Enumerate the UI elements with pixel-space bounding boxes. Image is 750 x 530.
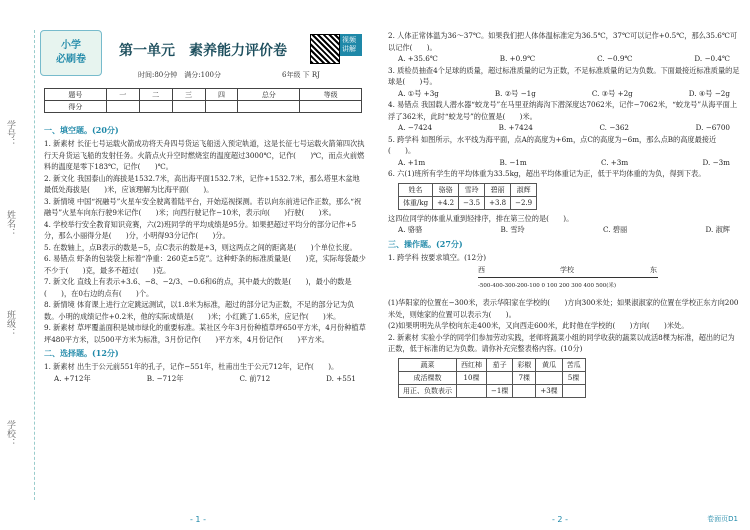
option[interactable]: D. +551 xyxy=(326,373,356,383)
left-questions xyxy=(44,122,366,384)
question: 2. 人体正常体温为36～37℃。如果我们把人体体温标准定为36.5℃，37℃可以记作+0.5℃，那么35.6℃可以记作( )。 xyxy=(388,31,738,52)
question: (2)如果明明先从学校向东走400米，又向西走600米，此时他在学校的( )方向( )米处。 xyxy=(388,321,689,330)
option[interactable]: C. −0.9℃ xyxy=(597,54,633,63)
table-cell: 淑辉 xyxy=(511,183,537,196)
question: 1. 跨学科 按要求填空。(12分) xyxy=(388,252,487,262)
student-id-label: 学号： xyxy=(5,120,15,147)
table-cell: 西红柿 xyxy=(457,358,487,371)
options xyxy=(388,122,740,134)
question: 6. 六(1)班所有学生的平均体重为33.5kg，超出平均体重记为正，低于平均体重的为负，得到下表。 xyxy=(388,169,706,178)
table-cell: +3棵 xyxy=(536,384,562,397)
score-cell: 一 xyxy=(106,89,139,101)
table-cell: 7棵 xyxy=(513,371,536,384)
table-cell: +3.8 xyxy=(485,196,511,209)
score-cell: 三 xyxy=(172,89,205,101)
score-cell: 等级 xyxy=(300,89,362,101)
question: 这四位同学的体重从重到轻排序，排在第三位的是( )。 xyxy=(388,213,574,223)
qr-code-icon[interactable] xyxy=(310,34,340,64)
logo-line1: 小学 xyxy=(61,40,81,51)
option[interactable]: D. −0.4℃ xyxy=(694,54,730,63)
table-cell: 用正、负数表示 xyxy=(399,384,457,397)
option[interactable]: A. ①号 +3g xyxy=(398,88,439,98)
weight-table xyxy=(398,183,537,210)
score-input[interactable] xyxy=(172,101,205,113)
score-input[interactable] xyxy=(238,101,300,113)
option[interactable]: B. −712年 xyxy=(146,373,184,383)
question: 8. 新情境 体育课上进行立定跳远测试，以1.8米为标准，超过的部分记为正数，不足的部分记为负数。小明的成绩记作+0.2米，他的实际成绩是( )米；小红跳了1.65米，应记作( )米。 xyxy=(44,300,355,321)
school-label: 学校： xyxy=(5,420,15,447)
table-cell: +4.2 xyxy=(433,196,459,209)
class-label: 班级： xyxy=(5,310,15,337)
table-cell: 蔬菜 xyxy=(399,358,457,371)
option[interactable]: C. 前712 xyxy=(239,373,271,383)
option[interactable]: C. +3m xyxy=(600,157,629,167)
option[interactable]: A. +1m xyxy=(398,157,426,167)
option[interactable]: D. −6700 xyxy=(695,123,730,132)
score-table xyxy=(44,88,362,113)
score-input[interactable] xyxy=(205,101,238,113)
table-cell: 茄子 xyxy=(487,358,513,371)
question: 3. 质检员抽查4个足球的质量，超过标准质量的记为正数，不足标准质量的记为负数。下面最接近标准质量的足球是( )号。 xyxy=(388,65,740,86)
options xyxy=(388,224,740,236)
question: 9. 新素材 草坪覆盖面积是城市绿化的重要标准。某社区今年3月份种植草坪650平方米，4月份种植草坪480平方米，以500平方米为标准，3月份记作( )平方米，4月份记作( )平方米。 xyxy=(44,323,366,344)
table-cell: 黄瓜 xyxy=(536,358,562,371)
exam-meta: 时间:80分钟 满分:100分 xyxy=(138,71,221,79)
option[interactable]: B. ②号 −1g xyxy=(494,88,536,98)
section-fill-blank: 一、填空题。(20分) xyxy=(44,125,119,135)
question: 5. 在数轴上，点B表示的数是−5，点C表示的数是+3，则这两点之间的距离是( )个单位长度。 xyxy=(44,242,357,252)
edition-label: 6年级 下 RJ xyxy=(282,71,320,79)
option[interactable]: B. +7424 xyxy=(498,123,533,132)
table-cell: −3.5 xyxy=(459,196,485,209)
score-input[interactable] xyxy=(300,101,362,113)
table-cell: 雪玲 xyxy=(459,183,485,196)
option[interactable]: D. 淑辉 xyxy=(705,225,730,234)
logo-line2: 必刷卷 xyxy=(56,54,86,65)
table-cell: 姓名 xyxy=(399,183,433,196)
east-label: 东 xyxy=(650,266,657,274)
table-cell[interactable] xyxy=(562,384,585,397)
question: 5. 跨学科 如图所示，水平线为海平面，点A的高度为+6m，点C的高度为−6m，那么点B的高度最接近( )。 xyxy=(388,134,717,155)
question: (1)华阳家的位置在−300米，表示华阳家在学校的( )方向300米处；如果淑淑家的位置在学校正东方向200米处，则她家的位置可以表示为( )。 xyxy=(388,298,739,319)
number-line-axis xyxy=(478,277,658,278)
number-line xyxy=(478,265,658,295)
page-number-left: - 1 - xyxy=(190,515,206,524)
question: 2. 新文化 我国泰山的海拔是1532.7米，高出海平面1532.7米，记作+1532.7米，那么塔里木盆地最低处海拔是( )米，应该理解为比海平面( )。 xyxy=(44,173,360,194)
score-cell: 题号 xyxy=(45,89,107,101)
table-cell[interactable] xyxy=(457,384,487,397)
option[interactable]: C. −362 xyxy=(599,123,629,132)
section-choice: 二、选择题。(12分) xyxy=(44,348,119,358)
options xyxy=(44,373,366,385)
table-cell: 10棵 xyxy=(457,371,487,384)
options xyxy=(388,88,740,100)
table-cell: 体重/kg xyxy=(399,196,433,209)
table-cell: −2.9 xyxy=(511,196,537,209)
option[interactable]: A. +35.6℃ xyxy=(398,54,438,63)
table-cell: 骆骆 xyxy=(433,183,459,196)
question: 1. 新素材 出生于公元前551年的孔子，记作−551年，杜甫出生于公元712年，记作( )。 xyxy=(44,362,339,371)
score-cell: 得分 xyxy=(45,101,107,113)
options xyxy=(388,53,740,65)
option[interactable]: A. 骆骆 xyxy=(398,225,423,234)
page-number-right: - 2 - xyxy=(552,515,568,524)
option[interactable]: B. −1m xyxy=(499,157,527,167)
option[interactable]: C. ③号 +2g xyxy=(591,88,633,98)
table-cell[interactable] xyxy=(513,384,536,397)
school-label: 学校 xyxy=(560,266,574,274)
table-cell: 苦瓜 xyxy=(562,358,585,371)
number-line-ticks: -500-400-300-200-100 0 100 200 300 400 500(米) xyxy=(478,283,617,289)
table-cell: −1棵 xyxy=(487,384,513,397)
option[interactable]: A. −7424 xyxy=(398,123,433,132)
west-label: 西 xyxy=(478,266,485,274)
score-input[interactable] xyxy=(139,101,172,113)
table-cell: 成活棵数 xyxy=(399,371,457,384)
score-input[interactable] xyxy=(106,101,139,113)
table-cell: 碧丽 xyxy=(485,183,511,196)
question: 7. 新文化 直线上有表示+3.6、−8、−2/3、−0.6和6的点，其中最大的数是( )，最小的数是( )，在0右边的点有( )个。 xyxy=(44,277,352,298)
option[interactable]: D. ④号 −2g xyxy=(688,88,730,98)
right-page xyxy=(380,0,750,530)
logo xyxy=(40,30,102,76)
option[interactable]: B. 雪玲 xyxy=(500,225,525,234)
page-title: 第一单元 素养能力评价卷 xyxy=(119,43,287,59)
question: 6. 易错点 虾条的包装袋上标着“净重：260克±5克”。这种虾条的标准质量是( )克，实际每袋最少不少于( )克，最多不超过( )克。 xyxy=(44,254,366,275)
vegetable-table xyxy=(398,358,586,398)
question: 4. 学校举行安全教育知识竞赛，六(2)班同学的平均成绩是95分。如果把超过平均分的部分记作+5分，那么小丽得分是( )分，小明得93分记作( )分。 xyxy=(44,219,357,240)
table-cell: 5棵 xyxy=(562,371,585,384)
option[interactable]: C. 碧丽 xyxy=(603,225,628,234)
option[interactable]: B. +0.9℃ xyxy=(499,54,536,63)
qr-label: 视频讲解 xyxy=(340,34,362,56)
right-questions xyxy=(388,30,740,401)
table-cell[interactable] xyxy=(536,371,562,384)
options xyxy=(388,157,740,169)
question: 4. 易错点 我国载人潜水器“蛟龙号”在马里亚纳海沟下潜深度达7062米，记作−7062米，“蛟龙号”从海平面上浮了362米，此时“蛟龙号”的位置是( )米。 xyxy=(388,100,738,121)
footer-label: 卷面页D1 xyxy=(707,515,738,523)
name-label: 姓名： xyxy=(5,210,15,237)
option[interactable]: A. +712年 xyxy=(54,373,91,383)
score-cell: 二 xyxy=(139,89,172,101)
score-cell: 总分 xyxy=(238,89,300,101)
question: 2. 新素材 实验小学的同学们参加劳动实践，老师将蔬菜小组的同学收获的蔬菜以成活8棵为标准，超出的记为正数，低于标准的记为负数。请你补充完整表格内容。(10分) xyxy=(388,332,735,353)
table-cell: 彩椒 xyxy=(513,358,536,371)
question: 3. 新情境 中国“祝融号”火星车安全驶离着陆平台，开始巡视探测。若以向东前进记作正数，那么“祝融号”火星车向东行驶9米记作( )米；向西行驶记作−10米，表示向( )行驶( )米。 xyxy=(44,196,362,217)
table-cell[interactable] xyxy=(487,371,513,384)
section-operation: 三、操作题。(27分) xyxy=(388,238,463,249)
score-cell: 四 xyxy=(205,89,238,101)
option[interactable]: D. −3m xyxy=(702,157,730,167)
question: 1. 新素材 长征七号运载火箭成功将天舟四号货运飞船送入预定轨道，这是长征七号运载火箭第四次执行天舟货运飞船的发射任务。火箭点火升空时燃烧室的温度超过3000℃，记作( )℃，而点火前燃料的温度是零下183℃，记作( )℃。 xyxy=(44,139,365,171)
